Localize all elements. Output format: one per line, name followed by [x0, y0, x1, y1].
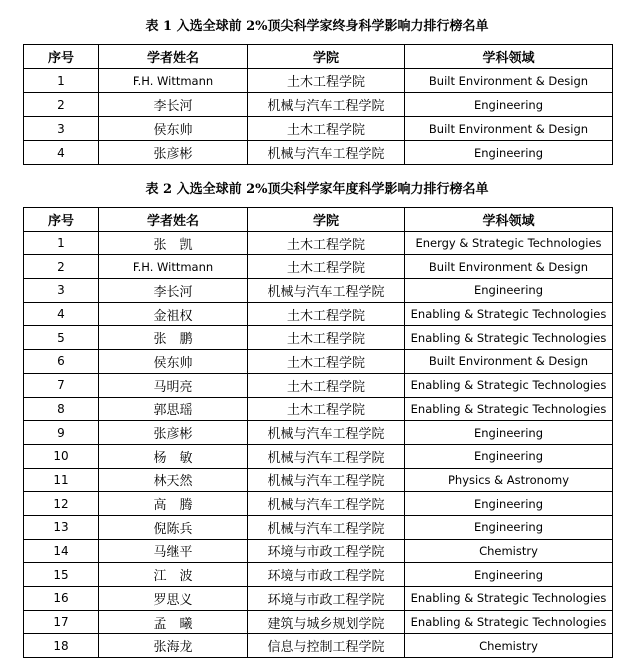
table-row [24, 444, 613, 468]
cell-field: Built Environment & Design [405, 117, 613, 141]
cell-college: 机械与汽车工程学院 [248, 279, 405, 303]
cell-name: 张彦彬 [99, 141, 248, 165]
cell-college: 环境与市政工程学院 [248, 563, 405, 587]
cell-field: Engineering [405, 492, 613, 516]
cell-index: 9 [24, 421, 99, 445]
cell-name: 郭思瑶 [99, 397, 248, 421]
header-college: 学院 [248, 208, 405, 232]
table-row [24, 255, 613, 279]
table1-header-row [24, 45, 613, 69]
cell-college: 建筑与城乡规划学院 [248, 610, 405, 634]
cell-college: 机械与汽车工程学院 [248, 93, 405, 117]
cell-index: 3 [24, 117, 99, 141]
header-name: 学者姓名 [99, 45, 248, 69]
cell-name: 马明亮 [99, 373, 248, 397]
cell-index: 14 [24, 539, 99, 563]
table-row [24, 539, 613, 563]
table2-caption: 表 2 入选全球前 2%顶尖科学家年度科学影响力排行榜名单 [145, 182, 489, 197]
cell-index: 8 [24, 397, 99, 421]
table1-caption: 表 1 入选全球前 2%顶尖科学家终身科学影响力排行榜名单 [145, 19, 489, 34]
table-row [24, 117, 613, 141]
cell-college: 环境与市政工程学院 [248, 587, 405, 611]
cell-index: 4 [24, 141, 99, 165]
cell-college: 机械与汽车工程学院 [248, 141, 405, 165]
cell-name: 罗思义 [99, 587, 248, 611]
cell-name: 侯东帅 [99, 350, 248, 374]
cell-field: Engineering [405, 515, 613, 539]
cell-field: Engineering [405, 421, 613, 445]
cell-college: 土木工程学院 [248, 255, 405, 279]
cell-field: Physics & Astronomy [405, 468, 613, 492]
cell-college: 土木工程学院 [248, 302, 405, 326]
cell-field: Enabling & Strategic Technologies [405, 373, 613, 397]
header-field: 学科领域 [405, 208, 613, 232]
cell-name: 张 凯 [99, 231, 248, 255]
cell-name: 侯东帅 [99, 117, 248, 141]
cell-index: 7 [24, 373, 99, 397]
cell-field: Enabling & Strategic Technologies [405, 302, 613, 326]
cell-name: 张海龙 [99, 634, 248, 658]
cell-field: Chemistry [405, 634, 613, 658]
table1 [23, 44, 613, 165]
cell-college: 土木工程学院 [248, 350, 405, 374]
cell-name: 杨 敏 [99, 444, 248, 468]
table-row [24, 468, 613, 492]
table2 [23, 207, 613, 658]
cell-index: 1 [24, 231, 99, 255]
cell-field: Engineering [405, 563, 613, 587]
cell-field: Engineering [405, 93, 613, 117]
table-row [24, 326, 613, 350]
cell-field: Engineering [405, 141, 613, 165]
cell-college: 土木工程学院 [248, 397, 405, 421]
table-row [24, 563, 613, 587]
cell-field: Built Environment & Design [405, 69, 613, 93]
table-row [24, 515, 613, 539]
cell-name: 江 波 [99, 563, 248, 587]
cell-field: Enabling & Strategic Technologies [405, 326, 613, 350]
cell-name: 张彦彬 [99, 421, 248, 445]
cell-index: 4 [24, 302, 99, 326]
cell-field: Built Environment & Design [405, 350, 613, 374]
cell-name: 张 鹏 [99, 326, 248, 350]
cell-field: Enabling & Strategic Technologies [405, 587, 613, 611]
table-row [24, 492, 613, 516]
cell-college: 土木工程学院 [248, 231, 405, 255]
cell-college: 土木工程学院 [248, 117, 405, 141]
table-row [24, 610, 613, 634]
cell-college: 机械与汽车工程学院 [248, 515, 405, 539]
table-row [24, 587, 613, 611]
table-row [24, 302, 613, 326]
cell-college: 机械与汽车工程学院 [248, 492, 405, 516]
cell-index: 6 [24, 350, 99, 374]
cell-index: 11 [24, 468, 99, 492]
cell-name: 孟 曦 [99, 610, 248, 634]
cell-index: 1 [24, 69, 99, 93]
cell-college: 土木工程学院 [248, 326, 405, 350]
table-row [24, 350, 613, 374]
cell-field: Enabling & Strategic Technologies [405, 610, 613, 634]
table-row [24, 373, 613, 397]
cell-index: 16 [24, 587, 99, 611]
cell-name: 倪陈兵 [99, 515, 248, 539]
header-name: 学者姓名 [99, 208, 248, 232]
cell-name: 李长河 [99, 93, 248, 117]
table2-header-row [24, 208, 613, 232]
header-index: 序号 [24, 208, 99, 232]
cell-field: Chemistry [405, 539, 613, 563]
cell-name: 李长河 [99, 279, 248, 303]
table-row [24, 397, 613, 421]
header-field: 学科领域 [405, 45, 613, 69]
cell-index: 13 [24, 515, 99, 539]
table-row [24, 69, 613, 93]
table-row [24, 279, 613, 303]
cell-college: 信息与控制工程学院 [248, 634, 405, 658]
cell-college: 机械与汽车工程学院 [248, 444, 405, 468]
cell-college: 环境与市政工程学院 [248, 539, 405, 563]
cell-index: 15 [24, 563, 99, 587]
cell-college: 机械与汽车工程学院 [248, 468, 405, 492]
cell-name: F.H. Wittmann [99, 255, 248, 279]
cell-index: 2 [24, 93, 99, 117]
table-row [24, 93, 613, 117]
cell-field: Energy & Strategic Technologies [405, 231, 613, 255]
cell-index: 18 [24, 634, 99, 658]
cell-index: 10 [24, 444, 99, 468]
table-row [24, 141, 613, 165]
cell-index: 17 [24, 610, 99, 634]
cell-index: 5 [24, 326, 99, 350]
table-row [24, 421, 613, 445]
cell-college: 土木工程学院 [248, 373, 405, 397]
cell-college: 机械与汽车工程学院 [248, 421, 405, 445]
cell-field: Enabling & Strategic Technologies [405, 397, 613, 421]
cell-field: Engineering [405, 444, 613, 468]
cell-college: 土木工程学院 [248, 69, 405, 93]
cell-name: 林天然 [99, 468, 248, 492]
cell-name: 高 腾 [99, 492, 248, 516]
cell-field: Built Environment & Design [405, 255, 613, 279]
cell-index: 3 [24, 279, 99, 303]
cell-field: Engineering [405, 279, 613, 303]
header-college: 学院 [248, 45, 405, 69]
cell-name: F.H. Wittmann [99, 69, 248, 93]
table-row [24, 634, 613, 658]
cell-index: 12 [24, 492, 99, 516]
cell-index: 2 [24, 255, 99, 279]
cell-name: 金祖权 [99, 302, 248, 326]
table-row [24, 231, 613, 255]
cell-name: 马继平 [99, 539, 248, 563]
header-index: 序号 [24, 45, 99, 69]
